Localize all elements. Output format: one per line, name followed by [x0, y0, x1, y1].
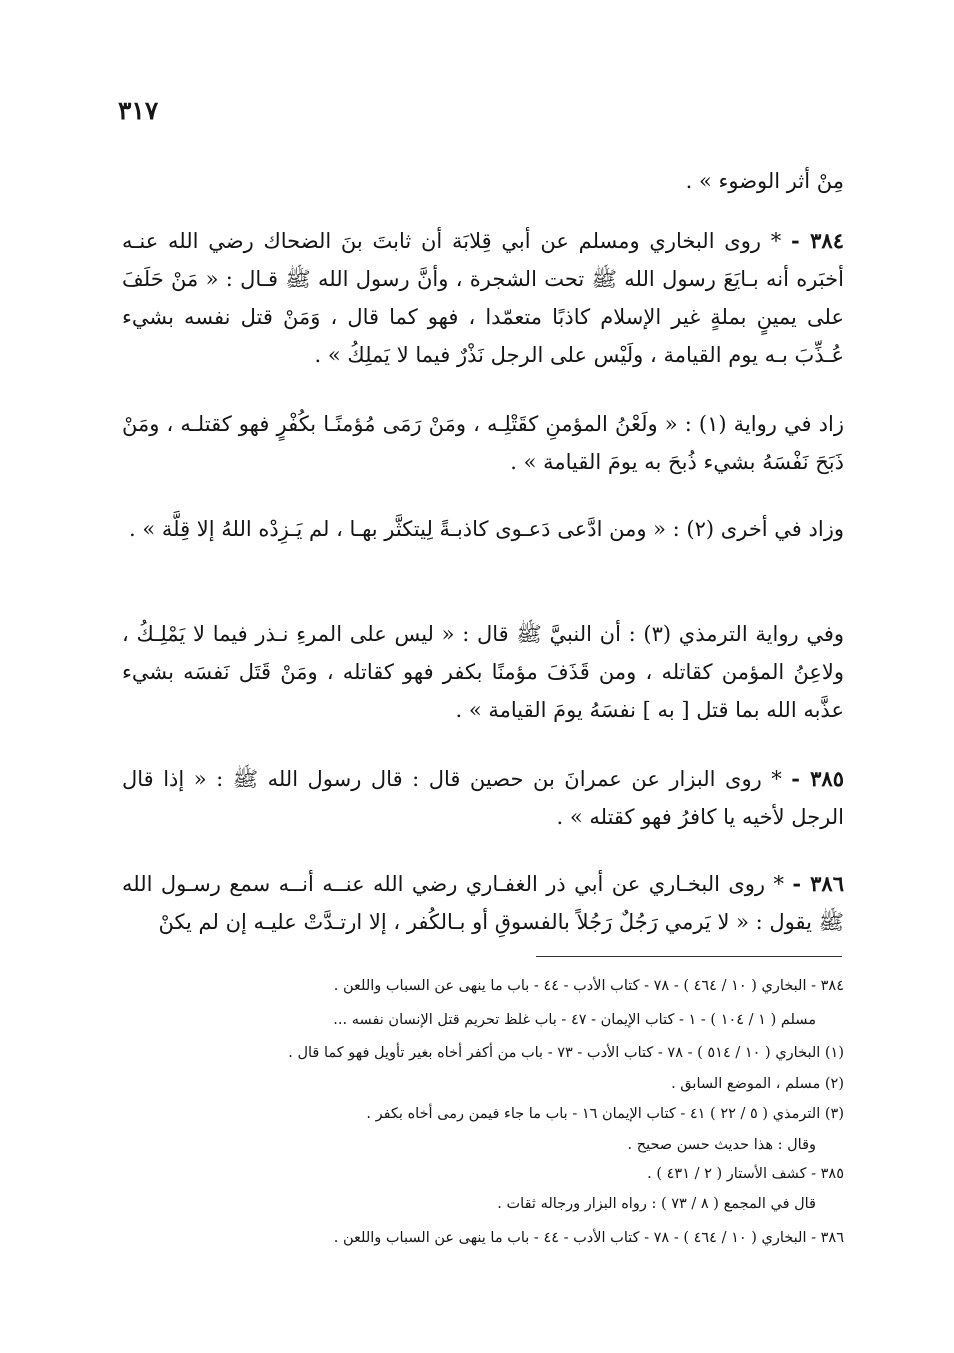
hadith-text: * روى البخاري ومسلم عن أبي قِلابَة أن ثابتَ بنَ الضحاك رضي الله عنـه أخبَره أنه بـايَعَ رسول الله ﷺ تحت الشجرة ، وأنَّ رسول الله ﷺ قـال : « مَنْ حَلَفَ على يمينٍ بملةٍ غير الإسلام كاذبًا متعمّدا ، فهو كما قال ، وَمَنْ قتل نفسه بشيء عُـذِّبَ بـه يوم القيامة ، ولَيْس على الرجل نَذْرٌ فيما لا يَملِكُ » .	[122, 229, 844, 367]
opening-line: مِنْ أثر الوضوء » .	[685, 169, 844, 193]
hadith-text: * روى البخـاري عن أبي ذر الغفـاري رضي الله عنــه أنــه سمع رسـول الله ﷺ يقول : « لا يَرمي رَجُلٌ رَجُلاً بالفسوقِ أو بـالكُفر ، إلا ارتـدَّتْ عليـه إن لم يكنْ	[122, 872, 844, 934]
footnote-line: وقال : هذا حديث حسن صحيح .	[627, 1137, 816, 1153]
hadith-text: * روى البزار عن عمرانَ بن حصين قال : قال رسول الله ﷺ : « إذا قال الرجل لأخيه يا كافرُ فهو كقتله » .	[122, 767, 844, 829]
page-number: ٣١٧	[118, 96, 159, 125]
footnote-divider	[536, 956, 842, 957]
footnote-line: قال في المجمع ( ٨ / ٧٣ ) : رواه البزار ورجاله ثقات .	[497, 1196, 816, 1212]
footnote-line: ٣٨٥ - كشف الأستار ( ٢ / ٤٣١ ) .	[647, 1166, 844, 1182]
hadith-number: ٣٨٥ -	[791, 766, 844, 791]
footnote-line: ٣٨٤ - البخاري ( ١٠ / ٤٦٤ ) - ٧٨ - كتاب الأدب - ٤٤ - باب ما ينهى عن السباب واللعن .	[333, 978, 844, 994]
footnote-line: ٣٨٦ - البخاري ( ١٠ / ٤٦٤ ) - ٧٨ - كتاب الأدب - ٤٤ - باب ما ينهى عن السباب واللعن .	[333, 1230, 844, 1246]
addition-paragraph-2: وزاد في أخرى (٢) : « ومن ادَّعى دَعـوى كاذبـةً لِيتكثَّر بهـا ، لم يَـزِدْه اللهُ إلا قِلَّة » .	[129, 517, 844, 541]
footnote-line: مسلم ( ١ / ١٠٤ ) - ١ - كتاب الإيمان - ٤٧ - باب غلظ تحريم قتل الإنسان نفسه ...	[333, 1012, 816, 1028]
tirmidhi-paragraph: وفي رواية الترمذي (٣) : أن النبيَّ ﷺ قال : « ليس على المرءِ نـذر فيما لا يَمْلِـكُ ، ولاعِنُ المؤمن كقاتله ، ومن قَذَفَ مؤمنًا بكفر فهو كقاتله ، ومَنْ قَتَل نَفسَه بشيء عذَّبه الله بما قتل [ به ] نفسَهُ يومَ القيامة » .	[122, 622, 844, 722]
hadith-number: ٣٨٦ -	[792, 871, 844, 896]
addition-paragraph-1: زاد في رواية (١) : « ولَعْنُ المؤمنِ كقَتْلِـه ، ومَنْ رَمَى مُؤمنًـا بكُفْرٍ فهو كقتلـه ، ومَنْ ذَبَحَ نَفْسَهُ بشيء ذُبحَ به يومَ القيامة » .	[122, 412, 844, 474]
footnote-line: (٣) الترمذي ( ٥ / ٢٢ ) ٤١ - كتاب الإيمان ١٦ - باب ما جاء فيمن رمى أخاه بكفر .	[366, 1106, 844, 1122]
footnote-line: (١) البخاري ( ١٠ / ٥١٤ ) - ٧٨ - كتاب الأدب - ٧٣ - باب من أكفر أخاه بغير تأويل فهو كما قال .	[288, 1045, 844, 1061]
hadith-384-paragraph	[122, 222, 844, 374]
footnote-line: (٢) مسلم ، الموضع السابق .	[671, 1076, 844, 1092]
hadith-number: ٣٨٤ -	[791, 228, 844, 253]
hadith-385-paragraph	[122, 760, 844, 836]
hadith-386-paragraph	[122, 865, 844, 941]
